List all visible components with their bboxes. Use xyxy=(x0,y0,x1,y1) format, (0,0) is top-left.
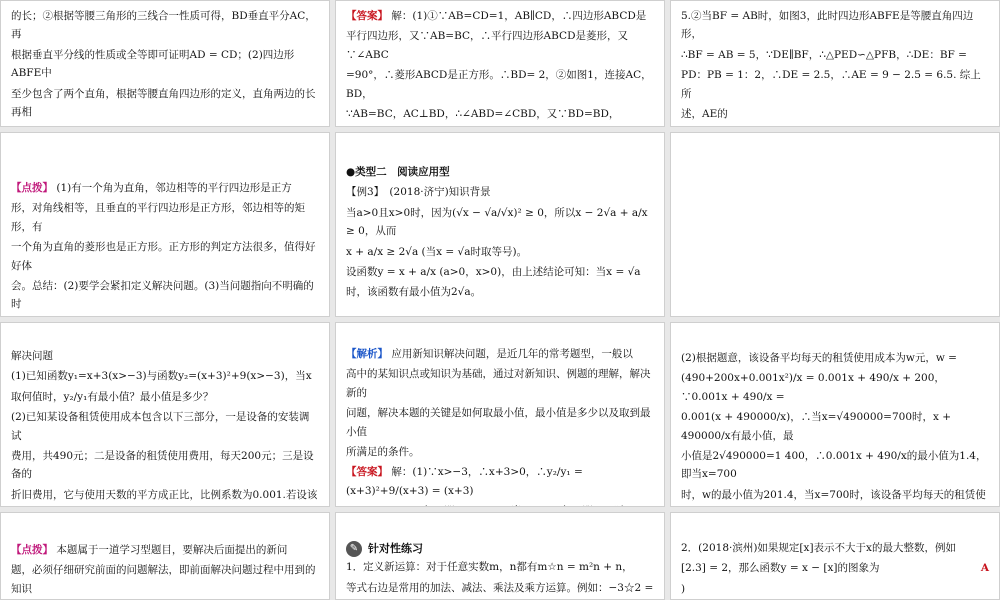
text-line: 本题属于一道学习型题目，要解决后面提出的新问 xyxy=(56,544,288,556)
text-line: (1)有一个角为直角，邻边相等的平行四边形是正方 xyxy=(56,182,292,194)
text-line: 所满足的条件。 xyxy=(346,445,420,458)
text-line: ∴BF = AB = 5，∵DE∥BF，∴△PED∽△PFB，∴DE：BF = xyxy=(681,48,967,61)
text-line xyxy=(11,316,319,317)
section-label: 针对性练习 xyxy=(368,542,423,555)
text-line: 等式右边是常用的加法、减法、乘法及乘方运算。例如：−3☆2 = xyxy=(346,581,654,594)
text-line: 解：(1)∵x>−3，∴x+3>0，∴y₂/y₁ = (x+3)²+9/(x+3) = (x+3) xyxy=(346,466,583,497)
text-line: 问题，解决本题的关键是如何取最小值，最小值是多少以及取到最小值 xyxy=(346,407,651,438)
text-line: 5.②当BF = AB时，如图3，此时四边形ABFE是等腰直角四边形， xyxy=(681,10,974,41)
text-line: 至少包含了两个直角，根据等腰直角四边形的定义，直角两边的长再相 xyxy=(11,87,316,118)
text-line: 的长；②根据等腰三角形的三线合一性质可得，BD垂直平分AC，再 xyxy=(11,10,316,41)
text-line xyxy=(346,502,654,507)
text-line: 解：(1)①∵AB=CD=1，AB∥CD，∴四边形ABCD是 xyxy=(391,10,647,22)
text-line xyxy=(11,123,319,127)
text-line: 平行四边形，又∵AB=BC，∴平行四边形ABCD是菱形，又∵∠ABC xyxy=(346,30,628,61)
text-line: 当a>0且x>0时，因为(√x − √a/√x)² ≥ 0，所以x − 2√a + a/x ≥ 0，从而 xyxy=(346,206,648,238)
text-line: =90°，∴菱形ABCD是正方形。∴BD= 2，②如图1，连接AC，BD， xyxy=(346,69,652,100)
text-line: 高中的某知识点或知识为基础，通过对新知识、例题的理解，解决新的 xyxy=(346,368,651,399)
text-line: 时，该函数有最小值为2√a。 xyxy=(346,286,482,299)
answer-label: 【答案】 xyxy=(346,10,388,22)
card-solution-hint xyxy=(0,0,330,127)
text-line: 会。总结：(2)要学会紧扣定义解决问题。(3)当问题指向不明确的时 xyxy=(11,279,314,311)
card-tips-2 xyxy=(0,512,330,600)
answer-letter: A xyxy=(980,562,989,575)
text-line: 取何值时，y₂/y₁有最小值？最小值是多少？ xyxy=(11,390,214,403)
card-tips xyxy=(0,132,330,317)
text-line: x + a/x ≥ 2√a (当x = √a时取等号)。 xyxy=(346,245,528,258)
text-line: 0.001(x + 490000/x)，∴当x=√490000=700时，x + 490000/x有最小值，最 xyxy=(681,411,952,442)
heading: 解决问题 xyxy=(11,350,53,362)
text-line: 应用新知识解决问题，是近几年的常考题型，一般以 xyxy=(391,348,633,360)
text-line: (490+200x+0.001x²)/x = 0.001x + 490/x + 200，∵0.001x + 490/x = xyxy=(681,372,945,403)
text-line: PD：PB = 1：2，∴DE = 2.5，∴AE = 9 − 2.5 = 6.5. 综上所 xyxy=(681,69,981,100)
card-analysis-answer xyxy=(335,322,665,507)
card-answer-continued xyxy=(670,0,1000,127)
closing-paren: ) xyxy=(681,582,686,595)
card-problem xyxy=(0,322,330,507)
text-line: 折旧费用，它与使用天数的平方成正比，比例系数为0.001.若设该 xyxy=(11,488,318,501)
analysis-label: 【解析】 xyxy=(346,348,388,360)
text-line: [2.3] = 2，那么函数y = x − [x]的图象为 xyxy=(681,562,880,575)
text-line: 1．定义新运算：对于任意实数m，n都有m☆n = m²n + n， xyxy=(346,561,633,574)
text-line: (2)已知某设备租赁使用成本包含以下三部分，一是设备的安装调试 xyxy=(11,411,310,442)
text-line: (1)已知函数y₁=x+3(x>−3)与函数y₂=(x+3)²+9(x>−3)，当x xyxy=(11,370,312,383)
card-practice-2 xyxy=(670,512,1000,600)
section-heading: ●类型二 阅读应用型 xyxy=(346,166,450,178)
tip-label: 【点拨】 xyxy=(11,544,53,556)
text-line: 题，必须仔细研究前面的问题解法，即前面解决问题过程中用到的知识 xyxy=(11,564,316,595)
tip-label: 【点拨】 xyxy=(11,182,53,194)
section-title xyxy=(346,539,654,558)
text-line: 设函数y = x + a/x (a>0，x>0)，由上述结论可知：当x = √a xyxy=(346,265,641,278)
text-line: ∵AB=BC，AC⊥BD，∴∠ABD=∠CBD，又∵BD=BD， xyxy=(346,107,620,120)
text-line: (2)根据题意，该设备平均每天的租赁使用成本为w元，w = xyxy=(681,352,957,364)
answer-label: 【答案】 xyxy=(346,466,388,479)
text-line: 形，对角线相等，且垂直的平行四边形是正方形，邻边相等的矩形，有 xyxy=(11,202,305,233)
card-answer-2 xyxy=(670,322,1000,507)
card-application-example xyxy=(670,132,1000,317)
example-heading: 【例3】 (2018·济宁)知识背景 xyxy=(346,186,491,199)
card-example-3 xyxy=(335,132,665,317)
text-line: 根据垂直平分线的性质或全等即可证明AD = CD；(2)四边形ABFE中 xyxy=(11,48,295,80)
text-line: 小值是2√490000=1 400，∴0.001x + 490/x的最小值为1.4，即当x=700 xyxy=(681,449,987,481)
text-line: 时，w的最小值为201.4，当x=700时，该设备平均每天的租赁使 xyxy=(681,488,986,501)
text-line: 费用，共490元；二是设备的租赁使用费用，每天200元；三是设备的 xyxy=(11,449,314,481)
text-line: 2．(2018·滨州)如果规定[x]表示不大于x的最大整数，例如 xyxy=(681,542,956,554)
pencil-icon: ✎ xyxy=(346,541,362,557)
card-answer-1 xyxy=(335,0,665,127)
text-line: 述，AE的 xyxy=(681,107,728,120)
card-practice xyxy=(335,512,665,600)
text-line: 一个角为直角的菱形也是正方形。正方形的判定方法很多，值得好好体 xyxy=(11,241,316,272)
